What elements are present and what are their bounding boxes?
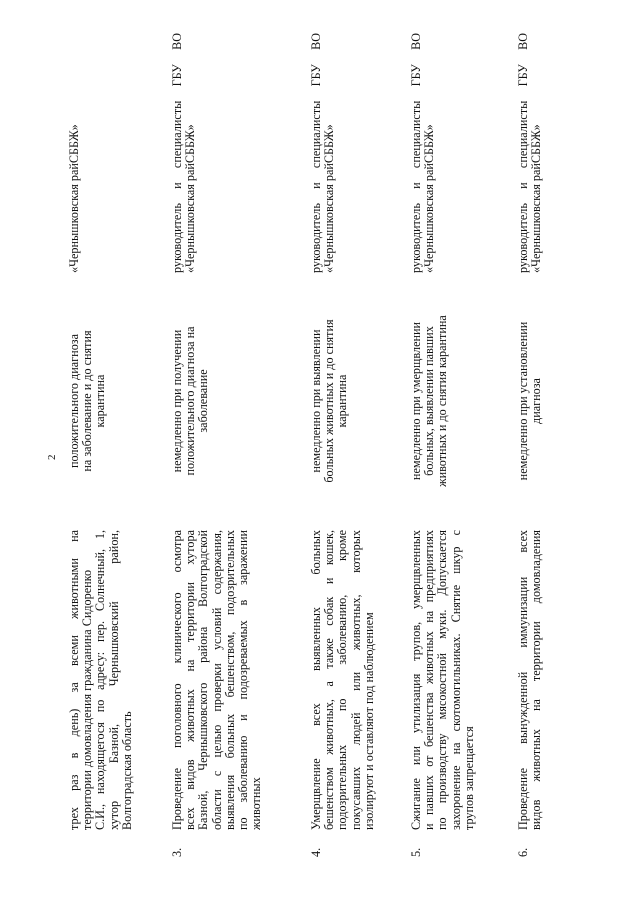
term-cell bbox=[68, 292, 108, 510]
term-line: немедленно при получении bbox=[170, 329, 184, 473]
action-line: выявления больных бешенством, подозрительных bbox=[222, 530, 237, 830]
term-line: немедленно при установлении bbox=[516, 321, 530, 481]
responsible-cell bbox=[310, 33, 336, 273]
term-line: больных, выявлении павших bbox=[422, 326, 437, 476]
action-line: покусавших людей или животных, которых bbox=[348, 530, 363, 830]
term-line: немедленно при умерщвлении bbox=[409, 321, 423, 481]
page-number: 2 bbox=[46, 454, 58, 460]
responsible-line: «Чернышковская райСББЖ» bbox=[183, 124, 198, 273]
action-line: Волгоградская область bbox=[119, 711, 134, 830]
responsible-line: «Чернышковская райСББЖ» bbox=[322, 124, 337, 273]
term-cell bbox=[171, 292, 211, 510]
term-line: животных и до снятия карантина bbox=[435, 315, 450, 487]
action-line: Проведение поголовного клинического осмотра bbox=[170, 530, 184, 830]
action-line: трех раз в день) за всеми животными на bbox=[67, 530, 81, 830]
responsible-line: «Чернышковская райСББЖ» bbox=[422, 124, 437, 273]
responsible-cell bbox=[171, 33, 197, 273]
action-line: С.И., находящегося по адресу: пер. Солнечный, 1, bbox=[93, 530, 108, 830]
action-line: животных bbox=[249, 777, 264, 830]
action-line: изолируют и оставляют под наблюдением bbox=[361, 612, 376, 830]
responsible-cell bbox=[410, 33, 436, 273]
action-line: Умерщвление всех выявленных больных bbox=[309, 530, 323, 830]
action-cell bbox=[68, 530, 134, 830]
term-cell bbox=[517, 292, 543, 510]
term-line: положительного диагноза на bbox=[183, 326, 198, 476]
row-number: 6. bbox=[516, 847, 530, 857]
action-cell bbox=[517, 530, 543, 830]
action-line: по производству мясокостной муки. Допускается bbox=[435, 530, 450, 830]
action-line: территории домовладения гражданина Сидоренко bbox=[80, 569, 95, 830]
row-number: 5. bbox=[409, 847, 423, 857]
responsible-line: руководитель и специалисты ГБУ ВО bbox=[170, 33, 184, 273]
term-line: карантина bbox=[93, 374, 108, 428]
responsible-line: «Чернышковская райСББЖ» bbox=[529, 124, 544, 273]
action-line: и павших от бешенства животных на предприятиях bbox=[422, 530, 437, 830]
responsible-line: руководитель и специалисты ГБУ ВО bbox=[409, 33, 423, 273]
row-number: 3. bbox=[170, 847, 184, 857]
action-line: подозрительных по заболеванию, кроме bbox=[335, 530, 350, 830]
responsible-cell bbox=[517, 33, 543, 273]
term-line: диагноза bbox=[529, 378, 544, 424]
action-cell bbox=[171, 530, 263, 830]
term-line: на заболевание и до снятия bbox=[80, 330, 95, 472]
term-cell bbox=[410, 292, 450, 510]
responsible-cell bbox=[68, 33, 81, 273]
action-line: всех видов животных на территории хутора bbox=[183, 530, 198, 830]
action-line: Сжигание или утилизация трупов, умерщвленных bbox=[409, 530, 423, 830]
action-line: области с целью проверки условий содержания, bbox=[209, 530, 224, 830]
action-line: видов животных на территории домовладения bbox=[529, 530, 544, 830]
action-line: по заболеванию и подозреваемых в заражении bbox=[236, 530, 251, 830]
row-number: 4. bbox=[309, 847, 323, 857]
action-line: Проведение вынужденной иммунизации всех bbox=[516, 530, 530, 830]
responsible-line: руководитель и специалисты ГБУ ВО bbox=[309, 33, 323, 273]
term-line: немедленно при выявлении bbox=[309, 329, 323, 473]
action-cell bbox=[310, 530, 376, 830]
action-line: Базной, Чернышковского района Волгоградской bbox=[196, 530, 211, 830]
action-cell bbox=[410, 530, 476, 830]
term-line: карантина bbox=[335, 374, 350, 428]
action-line: бешенством животных, а также собак и кошек, bbox=[322, 530, 337, 830]
term-line: больных животных и до снятия bbox=[322, 319, 337, 483]
action-line: трупов запрещается bbox=[461, 726, 476, 830]
term-line: заболевание bbox=[196, 369, 211, 433]
term-line: положительного диагноза bbox=[67, 333, 81, 469]
action-line: хутор Базной, Чернышковский район, bbox=[106, 530, 121, 830]
responsible-line: «Чернышковская райСББЖ» bbox=[67, 124, 81, 273]
term-cell bbox=[310, 292, 350, 510]
action-line: захоронение на скотомогильниках. Снятие шкур с bbox=[448, 530, 463, 830]
responsible-line: руководитель и специалисты ГБУ ВО bbox=[516, 33, 530, 273]
